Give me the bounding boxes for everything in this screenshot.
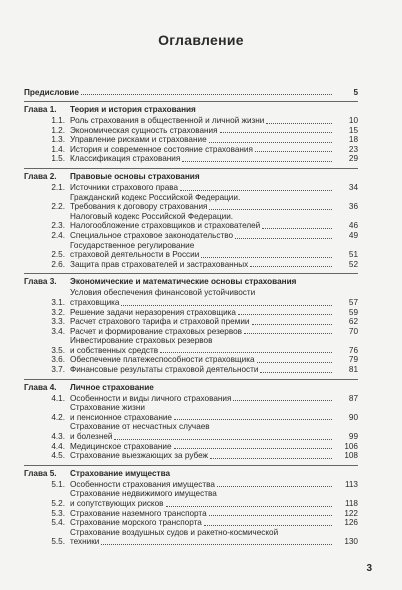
entry-page: 126 (344, 518, 358, 528)
entry-number: 2.5. (51, 250, 65, 260)
chapter-title: Экономические и математические основы страхования (70, 277, 297, 287)
entry-page: 79 (348, 355, 358, 365)
entry-number: 3.3. (51, 317, 65, 327)
entry-page: 90 (348, 412, 358, 422)
leader-dots (252, 324, 333, 325)
toc-entry[interactable] (24, 193, 358, 212)
leader-dots (180, 190, 332, 191)
divider (24, 379, 358, 380)
leader-dots (235, 238, 332, 239)
entry-text: Роль страхования в общественной и личной жизни (70, 116, 265, 125)
toc-entry[interactable] (24, 528, 358, 547)
entry-number: 3.4. (51, 326, 65, 336)
entry-text: Страхование недвижимого имущества (70, 489, 217, 499)
toc-entry[interactable] (24, 355, 358, 365)
leader-dots (220, 132, 332, 133)
toc-entry[interactable] (24, 231, 358, 241)
entry-number: 5.5. (51, 537, 65, 547)
entry-number: 5.1. (51, 479, 65, 489)
toc-entry[interactable] (24, 241, 358, 260)
entry-number: 3.2. (51, 307, 65, 317)
entry-page: 99 (348, 432, 358, 442)
leader-dots (204, 525, 332, 526)
entry-number: 1.2. (51, 125, 65, 135)
entry-page: 34 (348, 182, 358, 192)
toc-entry[interactable] (24, 480, 358, 490)
entry-text: и болезней (70, 432, 113, 442)
entry-page: 62 (348, 317, 358, 327)
chapter-section (24, 277, 358, 374)
entry-text: и пенсионное страхование (70, 412, 172, 422)
entry-text: Требования к договору страхования (70, 202, 208, 212)
toc-entry[interactable] (24, 489, 358, 508)
entry-page: 10 (348, 116, 358, 125)
toc-entry[interactable] (24, 327, 358, 337)
entry-number: 4.3. (51, 432, 65, 442)
toc-entry[interactable] (24, 135, 358, 145)
chapter-title: Личное страхование (70, 382, 154, 392)
entry-text: Страхование морского транспорта (70, 518, 202, 528)
entry-text: Расчет страхового тарифа и страховой премии (70, 317, 250, 327)
toc-entry[interactable] (24, 403, 358, 422)
chapter-label: Глава 2. (24, 171, 57, 181)
entry-text: Решение задачи неразорения страховщика (70, 307, 236, 317)
toc-entry[interactable] (24, 212, 358, 231)
entry-text: Особенности страхования имущества (70, 479, 215, 489)
chapter-heading[interactable] (24, 383, 358, 394)
entry-number: 4.2. (51, 412, 65, 422)
toc-entry[interactable] (24, 336, 358, 355)
entry-number: 1.3. (51, 135, 65, 145)
entry-number: 4.1. (51, 393, 65, 403)
chapter-section (24, 383, 358, 461)
entry-number: 2.1. (51, 182, 65, 192)
leader-dots (250, 266, 332, 267)
entry-page: 106 (344, 441, 358, 451)
entry-page: 15 (348, 125, 358, 135)
chapter-section (24, 469, 358, 547)
entry-page: 122 (344, 508, 358, 518)
entry-text: Специальное страховое законодательство (70, 230, 234, 240)
entry-number: 2.2. (51, 202, 65, 212)
entry-text: Налогообложение страховщиков и страхователей (70, 221, 261, 231)
entry-text: Страхование наземного транспорта (70, 508, 207, 518)
entry-number: 1.4. (51, 144, 65, 154)
chapter-section (24, 172, 358, 269)
chapter-label: Глава 3. (24, 277, 57, 287)
entry-page: 51 (348, 250, 358, 260)
entry-number: 2.3. (51, 221, 65, 231)
leader-dots (266, 123, 332, 124)
entry-page: 76 (348, 345, 358, 355)
toc-entry[interactable] (24, 442, 358, 452)
toc-entry[interactable] (24, 126, 358, 136)
entry-page: 87 (348, 393, 358, 403)
entry-page: 46 (348, 221, 358, 231)
leader-dots (233, 400, 332, 401)
leader-dots (174, 419, 332, 420)
divider (24, 465, 358, 466)
leader-dots (209, 515, 332, 516)
divider (24, 168, 358, 169)
entry-text: Медицинское страхование (70, 441, 172, 451)
page-number: 3 (366, 563, 372, 574)
chapter-heading[interactable] (24, 172, 358, 183)
leader-dots (244, 333, 332, 334)
chapter-label: Глава 1. (24, 105, 57, 114)
entry-number: 5.2. (51, 499, 65, 508)
entry-text: Защита прав страхователей и застрахованных (70, 259, 249, 269)
chapter-heading[interactable] (24, 105, 358, 116)
entry-number: 2.6. (51, 259, 65, 269)
page-title: Оглавление (158, 32, 244, 48)
toc-entry[interactable] (24, 145, 358, 155)
entry-number: 2.4. (51, 230, 65, 240)
chapter-heading[interactable] (24, 277, 358, 288)
entry-page: 23 (348, 144, 358, 154)
entry-text: Страхование жизни (70, 403, 145, 413)
divider (24, 101, 358, 102)
entry-text: Обеспечение платежеспособности страховщика (70, 355, 255, 365)
entry-text: страховой деятельности в России (70, 250, 200, 260)
chapter-label: Глава 4. (24, 382, 57, 392)
entry-number: 4.4. (51, 441, 65, 451)
entry-page: 130 (344, 537, 358, 547)
toc-entry[interactable] (24, 394, 358, 404)
entry-text: Инвестирование страховых резервов (70, 336, 213, 346)
entry-page: 118 (344, 499, 358, 508)
entry-page: 29 (348, 154, 358, 164)
entry-page: 18 (348, 135, 358, 145)
toc-entry[interactable] (24, 308, 358, 318)
entry-text: и собственных средств (70, 345, 159, 355)
toc-preface[interactable] (24, 86, 358, 97)
leader-dots (210, 458, 332, 459)
entry-text: страховщика (70, 297, 120, 307)
entry-number: 1.1. (51, 116, 65, 125)
entry-text: Источники страхового права (70, 182, 179, 192)
leader-dots (238, 314, 332, 315)
chapter-section (24, 105, 358, 164)
leader-dots (121, 305, 332, 306)
entry-text: техники (70, 537, 100, 547)
leader-dots (182, 161, 332, 162)
entry-text: Особенности и виды личного страхования (70, 393, 232, 403)
preface-page: 5 (353, 88, 358, 97)
toc-entry[interactable] (24, 365, 358, 375)
leader-dots (262, 228, 332, 229)
entry-page: 70 (348, 326, 358, 336)
toc-entry[interactable] (24, 317, 358, 327)
leader-dots (174, 448, 332, 449)
entry-text: История и современное состояние страхования (70, 144, 253, 154)
entry-page: 52 (348, 259, 358, 269)
toc-entry[interactable] (24, 288, 358, 307)
toc-entry[interactable] (24, 260, 358, 270)
chapter-title: Теория и история страхования (70, 105, 196, 114)
leader-dots (255, 151, 332, 152)
toc-entry[interactable] (24, 509, 358, 519)
leader-dots (201, 257, 332, 258)
leader-dots (257, 362, 332, 363)
entry-page: 113 (344, 479, 358, 489)
table-of-contents (24, 86, 358, 550)
entry-number: 5.3. (51, 508, 65, 518)
entry-text: Налоговый кодекс Российской Федерации. (70, 211, 234, 221)
entry-text: Расчет и формирование страховых резервов (70, 326, 243, 336)
toc-entry[interactable] (24, 183, 358, 193)
leader-dots (160, 352, 332, 353)
chapter-heading[interactable] (24, 469, 358, 480)
toc-entry[interactable] (24, 422, 358, 441)
chapter-title: Страхование имущества (70, 468, 171, 478)
leader-dots (101, 544, 332, 545)
divider (24, 273, 358, 274)
entry-page: 57 (348, 297, 358, 307)
entry-text: Страхование выезжающих за рубеж (70, 451, 209, 461)
entry-text: Государственное регулирование (70, 240, 195, 250)
entry-text: Классификация страхования (70, 154, 181, 164)
entry-number: 5.4. (51, 518, 65, 528)
leader-dots (166, 506, 333, 507)
toc-entry[interactable] (24, 518, 358, 528)
leader-dots (114, 439, 332, 440)
entry-number: 4.5. (51, 451, 65, 461)
leader-dots (260, 372, 332, 373)
preface-label: Предисловие (24, 88, 79, 97)
entry-number: 3.5. (51, 345, 65, 355)
entry-text: Финансовые результаты страховой деятельности (70, 365, 259, 375)
entry-number: 3.1. (51, 297, 65, 307)
toc-entry[interactable] (24, 451, 358, 461)
entry-number: 3.7. (51, 365, 65, 375)
chapter-title: Правовые основы страхования (70, 171, 200, 181)
entry-text: Управление рисками и страхование (70, 135, 207, 145)
leader-dots (217, 486, 332, 487)
leader-dots (81, 94, 332, 95)
entry-page: 81 (348, 365, 358, 375)
chapter-label: Глава 5. (24, 468, 57, 478)
toc-entry[interactable] (24, 154, 358, 164)
entry-text: Условия обеспечения финансовой устойчивости (70, 288, 256, 298)
chapter-list (24, 105, 358, 547)
entry-page: 49 (348, 230, 358, 240)
entry-text: и сопутствующих рисков (70, 499, 164, 508)
entry-text: Страхование от несчастных случаев (70, 422, 210, 432)
entry-text: Экономическая сущность страхования (70, 125, 218, 135)
entry-text: Страхование воздушных судов и ракетно-космической (70, 527, 279, 537)
leader-dots (209, 209, 332, 210)
entry-number: 3.6. (51, 355, 65, 365)
leader-dots (209, 142, 332, 143)
entry-page: 108 (344, 451, 358, 461)
entry-text: Гражданский кодекс Российской Федерации. (70, 192, 241, 202)
entry-page: 59 (348, 307, 358, 317)
toc-entry[interactable] (24, 116, 358, 126)
entry-number: 1.5. (51, 154, 65, 164)
entry-page: 36 (348, 202, 358, 212)
